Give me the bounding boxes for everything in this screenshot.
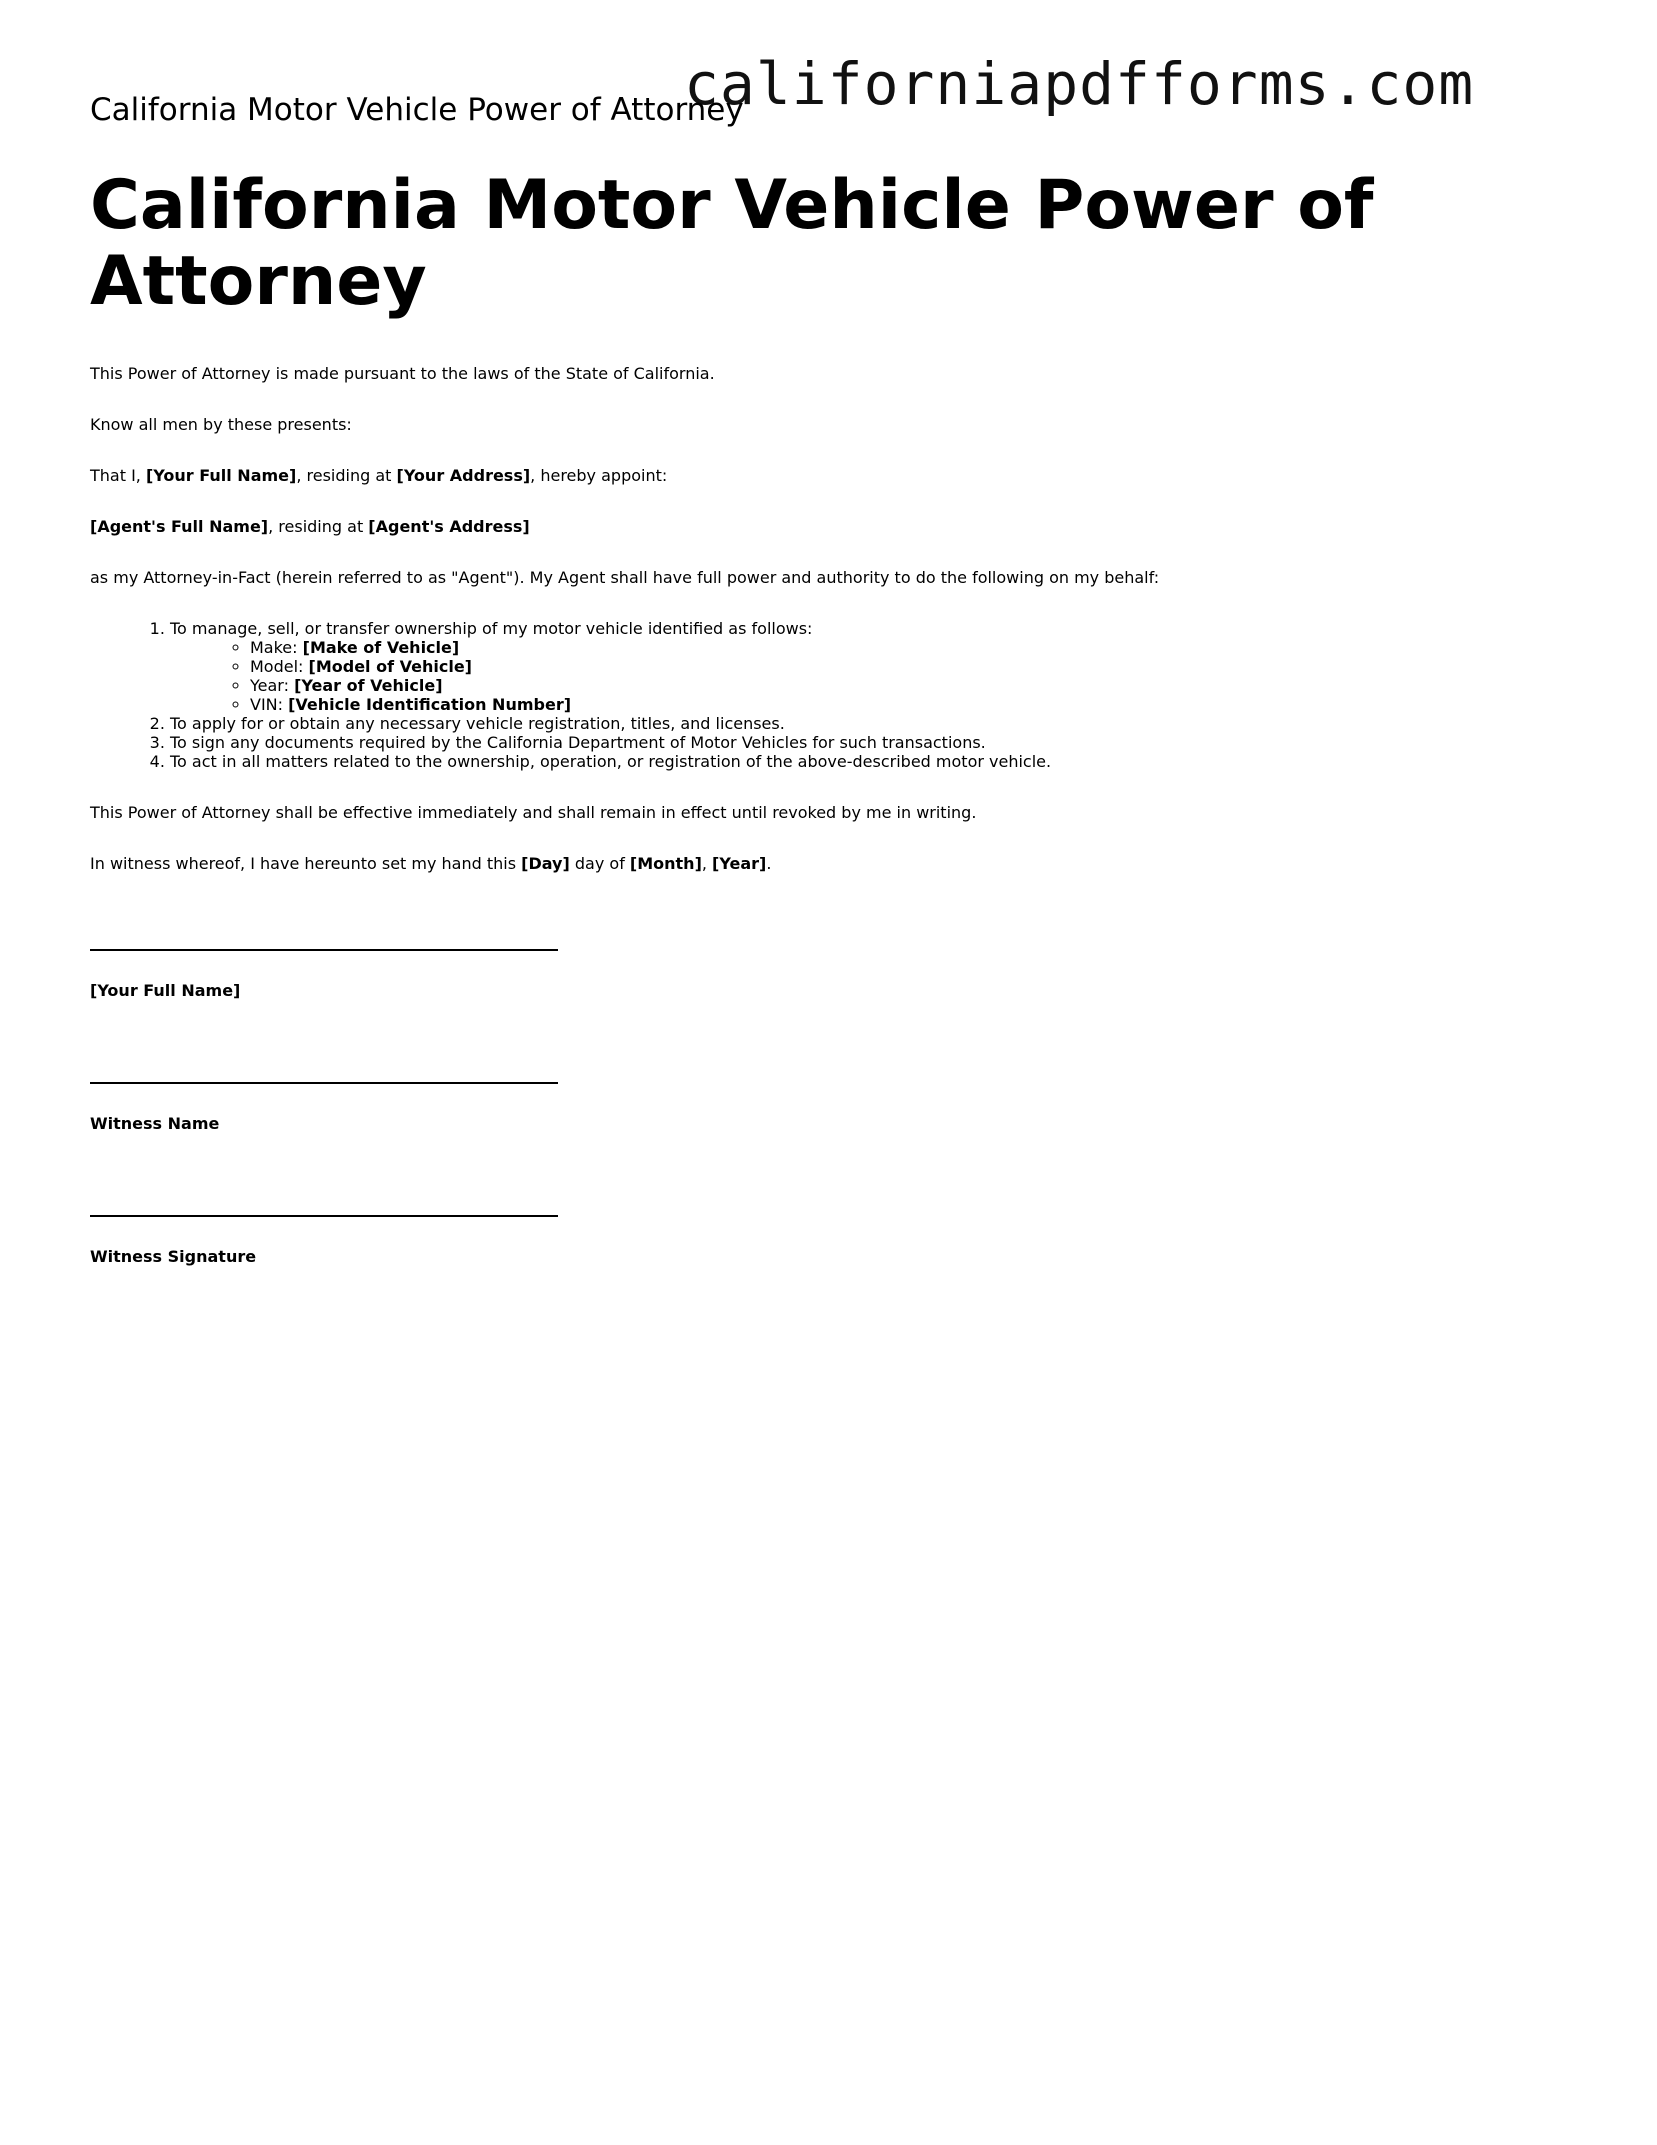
power-item-1-text: To manage, sell, or transfer ownership of my motor vehicle identified as follows: (170, 619, 813, 638)
agent-name-placeholder: [Agent's Full Name] (90, 517, 269, 536)
vehicle-model (250, 657, 1570, 676)
vehicle-make-placeholder: [Make of Vehicle] (302, 638, 460, 657)
day-placeholder: [Day] (521, 854, 570, 873)
vehicle-make-label: Make: (250, 638, 303, 657)
principal-paragraph (90, 466, 1570, 485)
running-header: California Motor Vehicle Power of Attorney (90, 92, 744, 128)
vehicle-year-placeholder: [Year of Vehicle] (294, 676, 443, 695)
principal-middle: , residing at (296, 466, 397, 485)
witness-name-label: Witness Name (90, 1114, 220, 1133)
know-all-paragraph: Know all men by these presents: (90, 415, 352, 434)
vehicle-year (250, 676, 1570, 695)
vehicle-vin-label: VIN: (250, 695, 289, 714)
vehicle-model-placeholder: [Model of Vehicle] (308, 657, 472, 676)
witness-clause-comma: , (701, 854, 713, 873)
site-watermark: californiapdfforms.com (684, 50, 1475, 118)
effective-paragraph: This Power of Attorney shall be effective immediately and shall remain in effect until revoked by me in writing. (90, 803, 977, 822)
principal-suffix: , hereby appoint: (530, 466, 668, 485)
witness-clause-prefix: In witness whereof, I have hereunto set my hand this (90, 854, 522, 873)
year-placeholder: [Year] (712, 854, 767, 873)
vehicle-year-label: Year: (250, 676, 295, 695)
vehicle-vin-placeholder: [Vehicle Identification Number] (288, 695, 572, 714)
power-item-4: 4. To act in all matters related to the ownership, operation, or registration of the above-described motor vehicle. (170, 752, 1570, 771)
witness-signature-label: Witness Signature (90, 1247, 257, 1266)
witness-signature-line[interactable] (90, 1179, 558, 1217)
vehicle-vin (250, 695, 1570, 714)
principal-address-placeholder: [Your Address] (396, 466, 531, 485)
witness-clause-middle: day of (569, 854, 630, 873)
principal-signature-line[interactable] (90, 913, 558, 951)
vehicle-details-list (170, 638, 1570, 714)
witness-name-line[interactable] (90, 1046, 558, 1084)
witness-clause (90, 854, 1570, 873)
agent-address-placeholder: [Agent's Address] (368, 517, 530, 536)
agent-middle: , residing at (268, 517, 369, 536)
vehicle-model-label: Model: (250, 657, 309, 676)
power-item-3: 3. To sign any documents required by the California Department of Motor Vehicles for such transactions. (170, 733, 1570, 752)
principal-signature-label: [Your Full Name] (90, 981, 241, 1000)
agent-paragraph (90, 517, 1570, 536)
month-placeholder: [Month] (629, 854, 702, 873)
power-item-1 (170, 619, 1570, 714)
document-title: California Motor Vehicle Power of Attorney (90, 166, 1374, 321)
witness-clause-end: . (766, 854, 772, 873)
principal-prefix: That I, (90, 466, 146, 485)
pursuant-paragraph: This Power of Attorney is made pursuant to the laws of the State of California. (90, 364, 715, 383)
principal-name-placeholder: [Your Full Name] (145, 466, 297, 485)
signature-block (90, 913, 1570, 1266)
document-body (90, 364, 1570, 1312)
authority-paragraph: as my Attorney-in-Fact (herein referred to as "Agent"). My Agent shall have full power and authority to do the following on my behalf: (90, 568, 1160, 587)
powers-list (90, 619, 1570, 771)
vehicle-make (250, 638, 1570, 657)
power-item-2: 2. To apply for or obtain any necessary vehicle registration, titles, and licenses. (170, 714, 1570, 733)
